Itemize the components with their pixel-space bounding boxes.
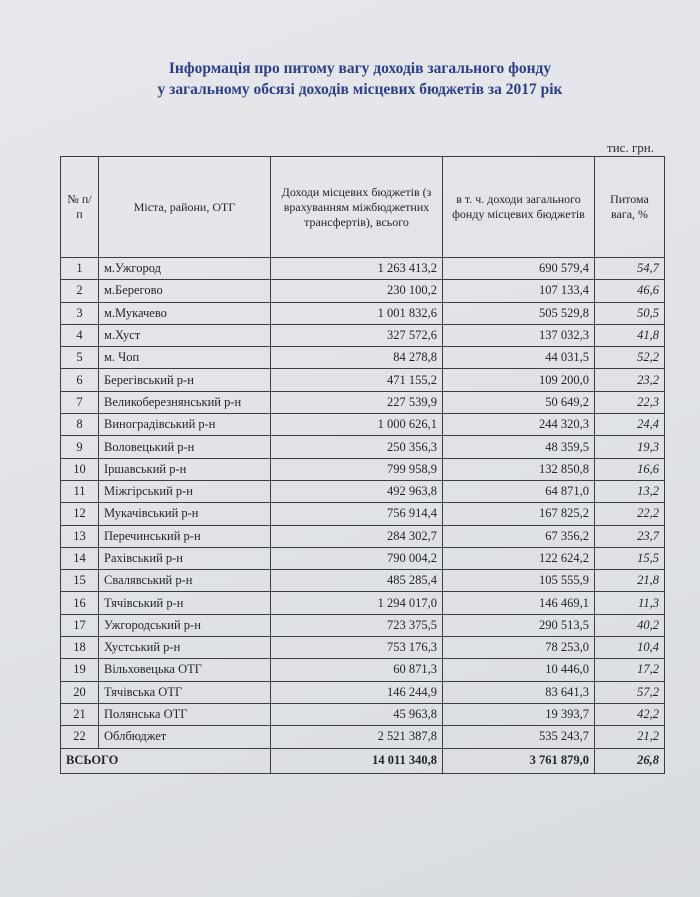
row-num: 8 — [61, 414, 99, 436]
row-income-general: 535 243,7 — [443, 726, 595, 748]
row-num: 6 — [61, 369, 99, 391]
row-income-total: 485 285,4 — [271, 570, 443, 592]
table-header-row — [61, 157, 665, 258]
row-income-total: 84 278,8 — [271, 347, 443, 369]
row-share: 50,5 — [595, 302, 665, 324]
row-num: 22 — [61, 726, 99, 748]
table-row — [61, 637, 665, 659]
row-share: 21,8 — [595, 570, 665, 592]
row-num: 21 — [61, 703, 99, 725]
row-name: Воловецький р-н — [99, 436, 271, 458]
document-title — [60, 58, 660, 100]
title-line-2: у загальному обсязі доходів місцевих бюджетів за 2017 рік — [157, 81, 563, 98]
row-share: 23,7 — [595, 525, 665, 547]
row-name: Великоберезнянський р-н — [99, 391, 271, 413]
row-income-total: 492 963,8 — [271, 480, 443, 502]
row-share: 22,3 — [595, 391, 665, 413]
row-num: 2 — [61, 280, 99, 302]
row-share: 17,2 — [595, 659, 665, 681]
row-income-general: 64 871,0 — [443, 480, 595, 502]
table-row — [61, 659, 665, 681]
row-num: 11 — [61, 480, 99, 502]
row-income-general: 83 641,3 — [443, 681, 595, 703]
row-share: 23,2 — [595, 369, 665, 391]
header-name: Міста, райони, ОТГ — [99, 157, 271, 258]
row-income-general: 109 200,0 — [443, 369, 595, 391]
table-row — [61, 280, 665, 302]
row-name: м. Чоп — [99, 347, 271, 369]
row-share: 13,2 — [595, 480, 665, 502]
row-share: 46,6 — [595, 280, 665, 302]
row-name: Тячівський р-н — [99, 592, 271, 614]
row-income-total: 723 375,5 — [271, 614, 443, 636]
row-income-general: 107 133,4 — [443, 280, 595, 302]
row-income-general: 122 624,2 — [443, 547, 595, 569]
row-num: 10 — [61, 458, 99, 480]
row-share: 57,2 — [595, 681, 665, 703]
total-share: 26,8 — [595, 748, 665, 773]
table-row — [61, 458, 665, 480]
table-row — [61, 547, 665, 569]
row-income-total: 230 100,2 — [271, 280, 443, 302]
table-row — [61, 347, 665, 369]
row-num: 7 — [61, 391, 99, 413]
row-name: Ужгородський р-н — [99, 614, 271, 636]
row-share: 10,4 — [595, 637, 665, 659]
table-row — [61, 681, 665, 703]
row-income-total: 1 263 413,2 — [271, 258, 443, 280]
header-income-general: в т. ч. доходи загального фонду місцевих бюджетів — [443, 157, 595, 258]
row-income-total: 1 001 832,6 — [271, 302, 443, 324]
row-share: 16,6 — [595, 458, 665, 480]
row-num: 13 — [61, 525, 99, 547]
row-income-general: 19 393,7 — [443, 703, 595, 725]
unit-label: тис. грн. — [607, 140, 654, 155]
header-income-total: Доходи місцевих бюджетів (з врахуванням міжбюджетних трансфертів), всього — [271, 157, 443, 258]
row-name: Іршавський р-н — [99, 458, 271, 480]
row-income-general: 244 320,3 — [443, 414, 595, 436]
row-name: Полянська ОТГ — [99, 703, 271, 725]
row-name: Виноградівський р-н — [99, 414, 271, 436]
row-income-total: 60 871,3 — [271, 659, 443, 681]
table-row — [61, 614, 665, 636]
row-num: 19 — [61, 659, 99, 681]
row-name: Міжгірський р-н — [99, 480, 271, 502]
row-num: 4 — [61, 324, 99, 346]
row-share: 19,3 — [595, 436, 665, 458]
row-num: 15 — [61, 570, 99, 592]
row-name: Тячівська ОТГ — [99, 681, 271, 703]
row-income-total: 1 000 626,1 — [271, 414, 443, 436]
row-income-total: 471 155,2 — [271, 369, 443, 391]
table-row — [61, 324, 665, 346]
row-income-total: 2 521 387,8 — [271, 726, 443, 748]
table-row — [61, 391, 665, 413]
table-row — [61, 302, 665, 324]
row-income-general: 67 356,2 — [443, 525, 595, 547]
row-name: Берегівський р-н — [99, 369, 271, 391]
table-row — [61, 258, 665, 280]
table-row — [61, 592, 665, 614]
table-row — [61, 525, 665, 547]
row-name: Вільховецька ОТГ — [99, 659, 271, 681]
row-income-general: 146 469,1 — [443, 592, 595, 614]
row-num: 14 — [61, 547, 99, 569]
table-row — [61, 703, 665, 725]
row-income-total: 790 004,2 — [271, 547, 443, 569]
row-income-general: 78 253,0 — [443, 637, 595, 659]
table-row — [61, 503, 665, 525]
row-share: 15,5 — [595, 547, 665, 569]
row-share: 52,2 — [595, 347, 665, 369]
row-num: 5 — [61, 347, 99, 369]
total-row — [61, 748, 665, 773]
total-income-total: 14 011 340,8 — [271, 748, 443, 773]
row-income-total: 146 244,9 — [271, 681, 443, 703]
row-name: Рахівський р-н — [99, 547, 271, 569]
row-share: 22,2 — [595, 503, 665, 525]
row-name: Облбюджет — [99, 726, 271, 748]
row-income-total: 753 176,3 — [271, 637, 443, 659]
row-income-total: 250 356,3 — [271, 436, 443, 458]
row-income-general: 44 031,5 — [443, 347, 595, 369]
row-income-general: 167 825,2 — [443, 503, 595, 525]
row-name: м.Ужгород — [99, 258, 271, 280]
row-share: 11,3 — [595, 592, 665, 614]
income-table — [60, 156, 665, 774]
row-name: м.Берегово — [99, 280, 271, 302]
row-name: м.Мукачево — [99, 302, 271, 324]
table-body — [61, 258, 665, 749]
row-income-general: 137 032,3 — [443, 324, 595, 346]
row-income-total: 756 914,4 — [271, 503, 443, 525]
row-share: 21,2 — [595, 726, 665, 748]
row-income-total: 227 539,9 — [271, 391, 443, 413]
table-row — [61, 369, 665, 391]
row-income-general: 50 649,2 — [443, 391, 595, 413]
row-income-general: 10 446,0 — [443, 659, 595, 681]
header-share: Питома вага, % — [595, 157, 665, 258]
table-row — [61, 726, 665, 748]
row-income-general: 290 513,5 — [443, 614, 595, 636]
row-name: Перечинський р-н — [99, 525, 271, 547]
total-label: ВСЬОГО — [61, 748, 271, 773]
row-income-general: 690 579,4 — [443, 258, 595, 280]
row-num: 3 — [61, 302, 99, 324]
row-share: 54,7 — [595, 258, 665, 280]
row-income-total: 45 963,8 — [271, 703, 443, 725]
total-income-general: 3 761 879,0 — [443, 748, 595, 773]
row-name: Мукачівський р-н — [99, 503, 271, 525]
row-share: 40,2 — [595, 614, 665, 636]
row-income-total: 799 958,9 — [271, 458, 443, 480]
table-row — [61, 436, 665, 458]
row-income-general: 132 850,8 — [443, 458, 595, 480]
row-num: 9 — [61, 436, 99, 458]
table-row — [61, 414, 665, 436]
title-line-1: Інформація про питому вагу доходів загального фонду — [168, 60, 552, 77]
row-income-total: 327 572,6 — [271, 324, 443, 346]
row-num: 12 — [61, 503, 99, 525]
row-income-general: 48 359,5 — [443, 436, 595, 458]
row-income-general: 105 555,9 — [443, 570, 595, 592]
table-row — [61, 570, 665, 592]
row-income-total: 284 302,7 — [271, 525, 443, 547]
row-share: 41,8 — [595, 324, 665, 346]
table-row — [61, 480, 665, 502]
row-share: 24,4 — [595, 414, 665, 436]
row-income-general: 505 529,8 — [443, 302, 595, 324]
row-num: 1 — [61, 258, 99, 280]
row-name: Хустський р-н — [99, 637, 271, 659]
row-num: 16 — [61, 592, 99, 614]
row-income-total: 1 294 017,0 — [271, 592, 443, 614]
row-num: 20 — [61, 681, 99, 703]
row-name: Свалявський р-н — [99, 570, 271, 592]
row-num: 18 — [61, 637, 99, 659]
header-num: № п/п — [61, 157, 99, 258]
row-name: м.Хуст — [99, 324, 271, 346]
row-num: 17 — [61, 614, 99, 636]
row-share: 42,2 — [595, 703, 665, 725]
